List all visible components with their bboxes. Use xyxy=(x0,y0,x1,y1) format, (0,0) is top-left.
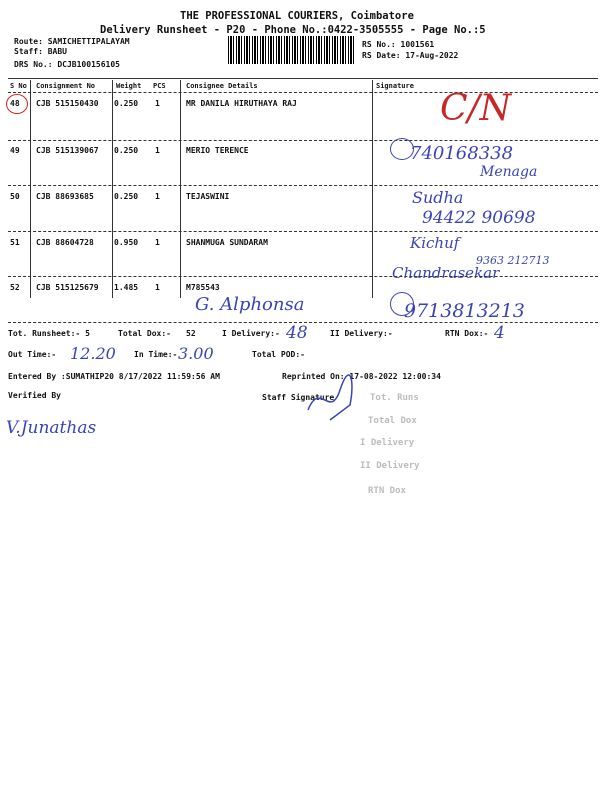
faint-text: RTN Dox xyxy=(368,486,406,496)
row-consignment: CJB 88604728 xyxy=(36,238,94,247)
handwritten-phone: 740168338 xyxy=(410,143,514,164)
i-delivery-label: I Delivery:- xyxy=(222,329,280,338)
out-time-label: Out Time:- xyxy=(8,350,57,359)
total-pod-label: Total POD:- xyxy=(252,350,305,359)
in-time-label: In Time:- xyxy=(134,350,178,359)
verified-by-label: Verified By xyxy=(8,391,61,400)
column-divider xyxy=(112,80,113,298)
circle-mark xyxy=(6,94,28,114)
row-pcs: 1 xyxy=(155,238,160,247)
table-top-border xyxy=(8,78,598,79)
row-pcs: 1 xyxy=(155,99,160,108)
staff-signature-scribble xyxy=(300,370,360,425)
rtn-dox-handwritten: 4 xyxy=(494,323,505,343)
staff-signature-label: Staff Signature xyxy=(262,393,335,402)
route-label: Route: SAMICHETTIPALAYAM xyxy=(14,37,130,46)
faint-text: II Delivery xyxy=(360,461,420,471)
row-divider xyxy=(8,231,598,232)
i-delivery-handwritten: 48 xyxy=(286,323,308,343)
column-divider xyxy=(180,80,181,298)
handwritten-signature: Kichuf xyxy=(410,234,460,252)
out-time-handwritten: 12.20 xyxy=(70,344,116,363)
handwritten-name: Chandrasekar xyxy=(392,264,500,282)
column-divider xyxy=(372,80,373,298)
in-time-handwritten: 3.00 xyxy=(178,344,214,363)
handwritten-phone: 94422 90698 xyxy=(422,208,536,228)
row-pcs: 1 xyxy=(155,146,160,155)
row-consignee: TEJASWINI xyxy=(186,192,230,201)
rtn-dox-label: RTN Dox:- xyxy=(445,329,489,338)
column-divider xyxy=(30,80,31,298)
row-consignee: M785543 xyxy=(186,283,220,292)
row-weight: 0.250 xyxy=(114,192,139,201)
row-sno: 51 xyxy=(10,238,20,247)
row-sno: 50 xyxy=(10,192,20,201)
faint-text: Total Dox xyxy=(368,416,417,426)
row-pcs: 1 xyxy=(155,283,160,292)
tot-runsheet: Tot. Runsheet:- 5 xyxy=(8,329,90,338)
verified-signature: V.Junathas xyxy=(6,418,97,438)
row-weight: 0.250 xyxy=(114,146,139,155)
row-sno: 48 xyxy=(10,99,20,108)
col-header-weight: Weight xyxy=(116,82,142,90)
signature-cn: C/N xyxy=(440,88,512,129)
row-divider xyxy=(8,140,598,141)
row-consignment: CJB 515139067 xyxy=(36,146,99,155)
row-consignee: MERIO TERENCE xyxy=(186,146,249,155)
row-divider xyxy=(8,276,598,277)
barcode-image xyxy=(228,36,356,64)
signature-scribble xyxy=(390,292,414,316)
row-weight: 0.950 xyxy=(114,238,139,247)
col-header-consignee: Consignee Details xyxy=(186,82,258,90)
rs-number: RS No.: 1001561 xyxy=(362,40,435,49)
faint-text: Tot. Runs xyxy=(370,393,419,403)
ii-delivery-label: II Delivery:- xyxy=(330,329,393,338)
total-dox-label: Total Dox:- xyxy=(118,329,171,338)
total-dox-value: 52 xyxy=(186,329,196,338)
reprinted-on: Reprinted On: 17-08-2022 12:00:34 xyxy=(282,372,441,381)
row-consignee: SHANMUGA SUNDARAM xyxy=(186,238,268,247)
handwritten-signature: Sudha xyxy=(412,188,464,207)
rs-date: RS Date: 17-Aug-2022 xyxy=(362,51,459,60)
row-divider xyxy=(8,185,598,186)
handwritten-name: Menaga xyxy=(480,164,538,180)
handwritten-name: G. Alphonsa xyxy=(195,294,305,315)
drs-number: DRS No.: DCJB100156105 xyxy=(14,60,120,69)
handwritten-phone: 9713813213 xyxy=(404,300,525,322)
row-weight: 1.485 xyxy=(114,283,139,292)
col-header-sno: S No xyxy=(10,82,27,90)
col-header-signature: Signature xyxy=(376,82,414,90)
col-header-consignment: Consignment No xyxy=(36,82,96,90)
handwritten-phone: 9363 212713 xyxy=(476,254,550,267)
row-sno: 49 xyxy=(10,146,20,155)
row-consignee: MR DANILA HIRUTHAYA RAJ xyxy=(186,99,297,108)
faint-text: I Delivery xyxy=(360,438,415,448)
company-title: THE PROFESSIONAL COURIERS, Coimbatore xyxy=(180,10,414,22)
row-consignment: CJB 515125679 xyxy=(36,283,99,292)
col-header-pcs: PCS xyxy=(153,82,166,90)
runsheet-title: Delivery Runsheet - P20 - Phone No.:0422-3505555 - Page No.:5 xyxy=(100,24,486,36)
row-consignment: CJB 515150430 xyxy=(36,99,99,108)
row-sno: 52 xyxy=(10,283,20,292)
row-consignment: CJB 88693685 xyxy=(36,192,94,201)
row-pcs: 1 xyxy=(155,192,160,201)
staff-label: Staff: BABU xyxy=(14,47,67,56)
entered-by: Entered By :SUMATHIP20 8/17/2022 11:59:56 AM xyxy=(8,372,220,381)
row-weight: 0.250 xyxy=(114,99,139,108)
